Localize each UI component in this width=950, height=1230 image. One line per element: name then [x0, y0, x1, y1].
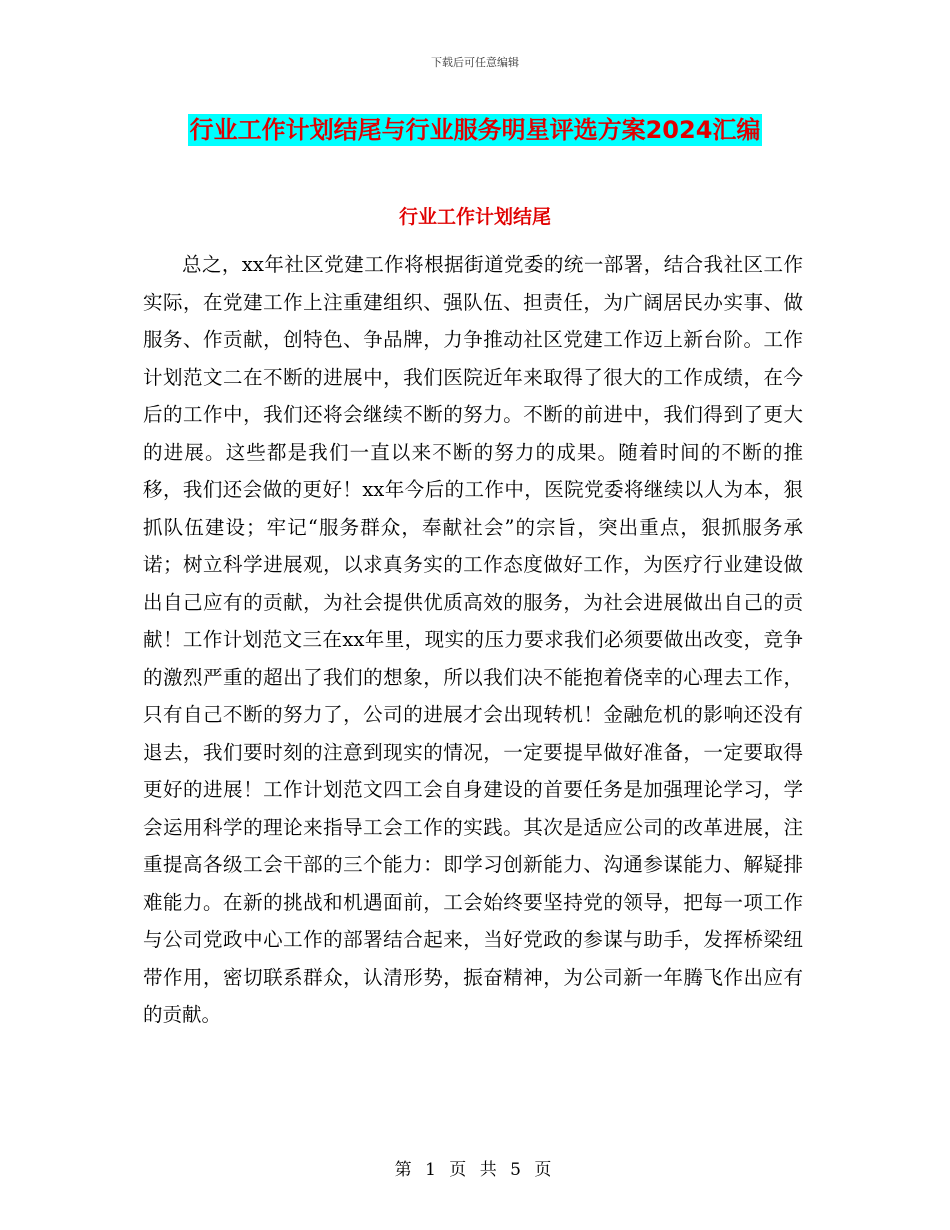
document-title-container: [0, 114, 950, 146]
document-title: 行业工作计划结尾与行业服务明星评选方案2024汇编: [189, 116, 761, 144]
body-paragraph: 总之，xx年社区党建工作将根据街道党委的统一部署，结合我社区工作实际，在党建工作上注重建组织、强队伍、担责任，为广阔居民办实事、做服务、作贡献，创特色、争品牌，力争推动社区党建工作迈上新台阶。工作计划范文二在不断的进展中，我们医院近年来取得了很大的工作成绩，在今后的工作中，我们还将会继续不断的努力。不断的前进中，我们得到了更大的进展。这些都是我们一直以来不断的努力的成果。随着时间的不断的推移，我们还会做的更好！xx年今后的工作中，医院党委将继续以人为本，狠抓队伍建设；牢记“服务群众，奉献社会”的宗旨，突出重点，狠抓服务承诺；树立科学进展观，以求真务实的工作态度做好工作，为医疗行业建设做出自己应有的贡献，为社会提供优质高效的服务，为社会进展做出自己的贡献！工作计划范文三在xx年里，现实的压力要求我们必须要做出改变，竞争的激烈严重的超出了我们的想象，所以我们决不能抱着侥幸的心理去工作，只有自己不断的努力了，公司的进展才会出现转机！金融危机的影响还没有退去，我们要时刻的注意到现实的情况，一定要提早做好准备，一定要取得更好的进展！工作计划范文四工会自身建设的首要任务是加强理论学习，学会运用科学的理论来指导工会工作的实践。其次是适应公司的改革进展，注重提高各级工会干部的三个能力：即学习创新能力、沟通参谋能力、解疑排难能力。在新的挑战和机遇面前，工会始终要坚持党的领导，把每一项工作与公司党政中心工作的部署结合起来，当好党政的参谋与助手，发挥桥梁纽带作用，密切联系群众，认清形势，振奋精神，为公司新一年腾飞作出应有的贡献。: [143, 253, 803, 1026]
section-title: 行业工作计划结尾: [398, 206, 551, 228]
page-header-note: 下载后可任意编辑: [431, 56, 519, 69]
page-number-footer: 第 1 页 共 5 页: [394, 1160, 556, 1180]
